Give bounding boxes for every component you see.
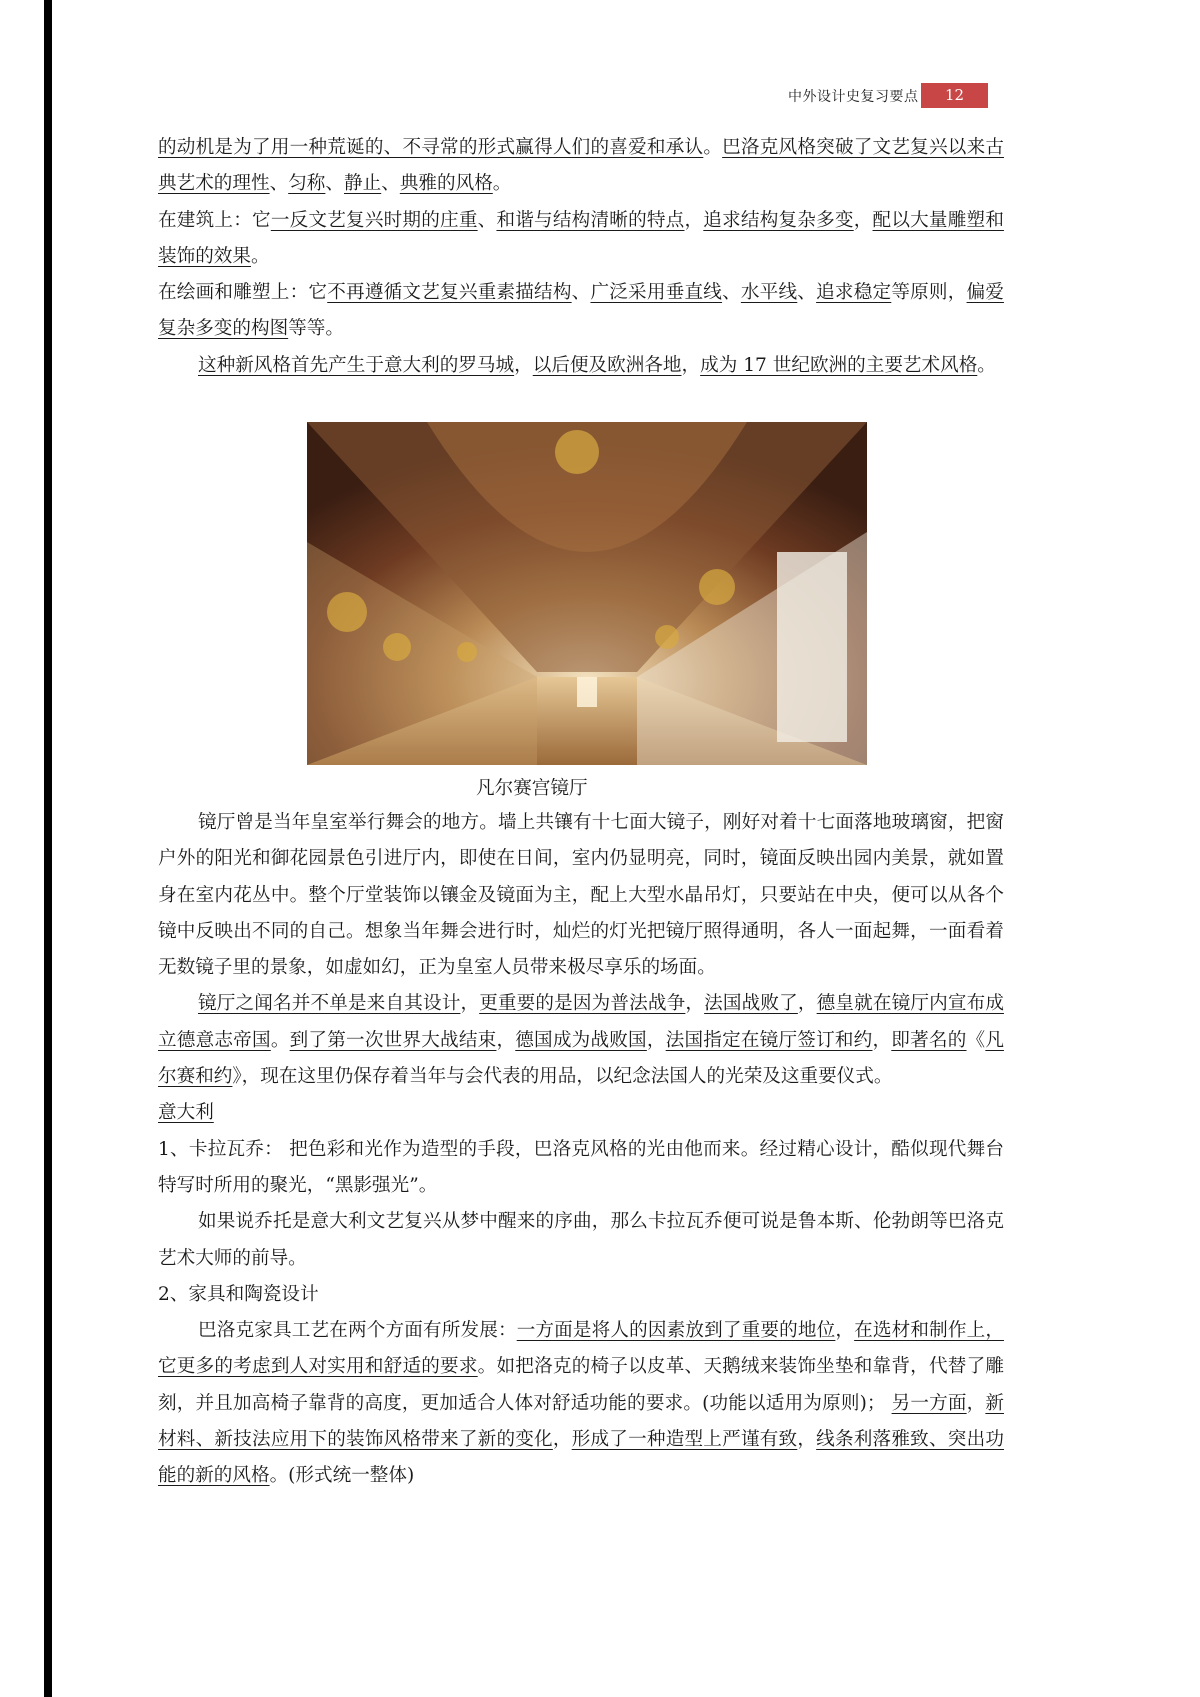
text-run: ， [514, 354, 533, 376]
paragraph [158, 130, 1004, 203]
underlined-text: 偏爱复杂多变的构图 [158, 282, 1004, 340]
text-run: 》，现在这里仍保存着当年与会代表的用品，以纪念法国人的光荣及这重要仪式。 [232, 1066, 893, 1088]
underlined-text: 在选材和制作上，它更多的考虑到人对实用和舒适的要求 [158, 1320, 1004, 1378]
text-run: 、 [381, 173, 400, 195]
paragraph [158, 1095, 1004, 1131]
text-run: ， [853, 209, 873, 231]
underlined-text: 追求结构复杂多变 [703, 209, 854, 231]
text-run: 、 [269, 173, 289, 195]
underlined-text: 配以大量雕塑和装饰的效果 [158, 209, 1004, 267]
text-run: 在绘画和雕塑上：它 [158, 282, 328, 304]
text-run: 。 [703, 137, 723, 158]
text-run: ， [552, 1429, 572, 1451]
underlined-text: 水平线 [740, 282, 798, 304]
text-run: ， [872, 1029, 892, 1051]
text-run: 、 [722, 282, 741, 304]
text-run: 、 [797, 282, 817, 304]
underlined-text: 另一方面 [891, 1392, 967, 1414]
underlined-text: 和谐与结构清晰的特点 [496, 209, 685, 231]
underlined-text: 线条利落雅致、突出功能的新的风格 [158, 1429, 1004, 1487]
paragraph [158, 203, 1004, 276]
paragraph [158, 1132, 1004, 1205]
underlined-text: 匀称 [288, 173, 326, 195]
underlined-text: 不再遵循文艺复兴重素描结构 [327, 282, 572, 304]
underlined-text: 追求稳定 [816, 282, 892, 304]
text-run: 。 [492, 173, 512, 195]
text-run: 。如把洛克的椅子以皮革、天鹅绒来装饰坐垫和靠背，代替了雕刻，并且加高椅子靠背的高度，更加适合人体对舒适功能的要求。(功能以适用为原则)； [158, 1356, 1004, 1414]
underlined-text: 成为 17 世纪欧洲的主要艺术风格 [700, 354, 978, 376]
underlined-text: 德皇就在镜厅内宣布成立德意志帝国 [158, 993, 1004, 1051]
text-run: 巴洛克家具工艺在两个方面有所发展： [198, 1320, 517, 1342]
paragraph [158, 986, 1004, 1095]
text-run: 《 [966, 1029, 986, 1051]
paragraph [158, 1313, 1004, 1494]
text-run: ， [835, 1320, 855, 1342]
underlined-text: 一方面是将人的因素放到了重要的地位 [516, 1320, 836, 1342]
underlined-text: 以后便及欧洲各地 [532, 354, 682, 376]
paragraph [158, 1204, 1004, 1277]
text-run: 镜厅曾是当年皇室举行舞会的地方。墙上共镶有十七面大镜子，刚好对着十七面落地玻璃窗，把窗户外的阳光和御花园景色引进厅内，即使在日间，室内仍显明亮，同时，镜面反映出园内美景，就如置身在室内花丛中。整个厅堂装饰以镶金及镜面为主，配上大型水晶吊灯，只要站在中央，便可以从各个镜中反映出不同的自己。想象当年舞会进行时，灿烂的灯光把镜厅照得通明，各人一面起舞，一面看着无数镜子里的景象，如虚如幻，正为皇室人员带来极尽享乐的场面。 [158, 812, 1004, 979]
text-run: 在建筑上：它 [158, 209, 271, 231]
underlined-text: 更重要的是因为普法战争 [479, 993, 686, 1015]
underlined-text: 典雅的风格 [399, 173, 493, 195]
figure-caption: 凡尔赛宫镜厅 [476, 778, 588, 799]
underlined-text: 即著名的 [891, 1029, 967, 1051]
page-number-badge: 12 [921, 83, 988, 108]
paragraph [158, 805, 1004, 986]
text-run: 。 [250, 245, 270, 267]
underlined-text: 法国战败了 [704, 993, 798, 1015]
underlined-text: 凡尔赛和约 [158, 1029, 1004, 1088]
underlined-text: 法国指定在镜厅签订和约 [665, 1029, 873, 1051]
paragraph [158, 1277, 1004, 1313]
text-run: ， [684, 209, 704, 231]
text-run: ， [966, 1392, 986, 1414]
text-run: 、 [571, 282, 591, 304]
text-run: 。(形式统一整体) [269, 1465, 415, 1487]
underlined-text: 到了第一次世界大战结束 [289, 1029, 497, 1051]
underlined-text: 意大利 [158, 1102, 214, 1124]
text-run: ， [681, 354, 701, 376]
text-run: 等等。 [288, 318, 344, 340]
text-run: 。 [977, 354, 996, 376]
text-run: 。 [270, 1029, 290, 1051]
underlined-text: 静止 [344, 173, 382, 195]
underlined-text: 新材料、新技法应用下的装饰风格带来了新的变化 [158, 1392, 1004, 1451]
text-run: ， [460, 993, 480, 1015]
text-run: ， [797, 993, 817, 1015]
underlined-text: 德国成为战败国 [515, 1029, 647, 1051]
text-run: ， [646, 1029, 666, 1051]
text-run: 、 [325, 173, 344, 195]
text-run: 等原则， [891, 282, 967, 304]
text-run: ， [797, 1429, 817, 1451]
paragraph [158, 348, 1004, 384]
text-run: 、 [477, 209, 497, 231]
underlined-text: 广泛采用垂直线 [590, 282, 723, 304]
underlined-text: 形成了一种造型上严谨有致 [571, 1429, 798, 1451]
binding-edge [44, 0, 52, 1697]
hall-of-mirrors-photo [307, 422, 867, 765]
running-header-title: 中外设计史复习要点 [788, 89, 919, 105]
underlined-text: 的动机是为了用一种荒诞的、不寻常的形式赢得人们的喜爱和承认 [158, 137, 704, 158]
text-run: 1、卡拉瓦乔： 把色彩和光作为造型的手段，巴洛克风格的光由他而来。经过精心设计，酷似现代舞台特写时所用的聚光，“黑影强光”。 [158, 1138, 1004, 1196]
underlined-text: 巴洛克风格突破了文艺复兴以来古典艺术的理性 [158, 137, 1004, 195]
text-run: ， [496, 1029, 516, 1051]
underlined-text: 镜厅之闻名并不单是来自其设计 [198, 993, 461, 1015]
paragraph [158, 275, 1004, 348]
text-block-top [158, 130, 1004, 384]
text-run: 2、家具和陶瓷设计 [158, 1283, 319, 1305]
underlined-text: 一反文艺复兴时期的庄重 [270, 209, 478, 231]
text-run: ， [685, 993, 705, 1015]
underlined-text: 这种新风格首先产生于意大利的罗马城 [198, 354, 515, 376]
text-run: 如果说乔托是意大利文艺复兴从梦中醒来的序曲，那么卡拉瓦乔便可说是鲁本斯、伦勃朗等巴洛克艺术大师的前导。 [158, 1211, 1004, 1269]
text-block-bottom [158, 805, 1004, 1495]
